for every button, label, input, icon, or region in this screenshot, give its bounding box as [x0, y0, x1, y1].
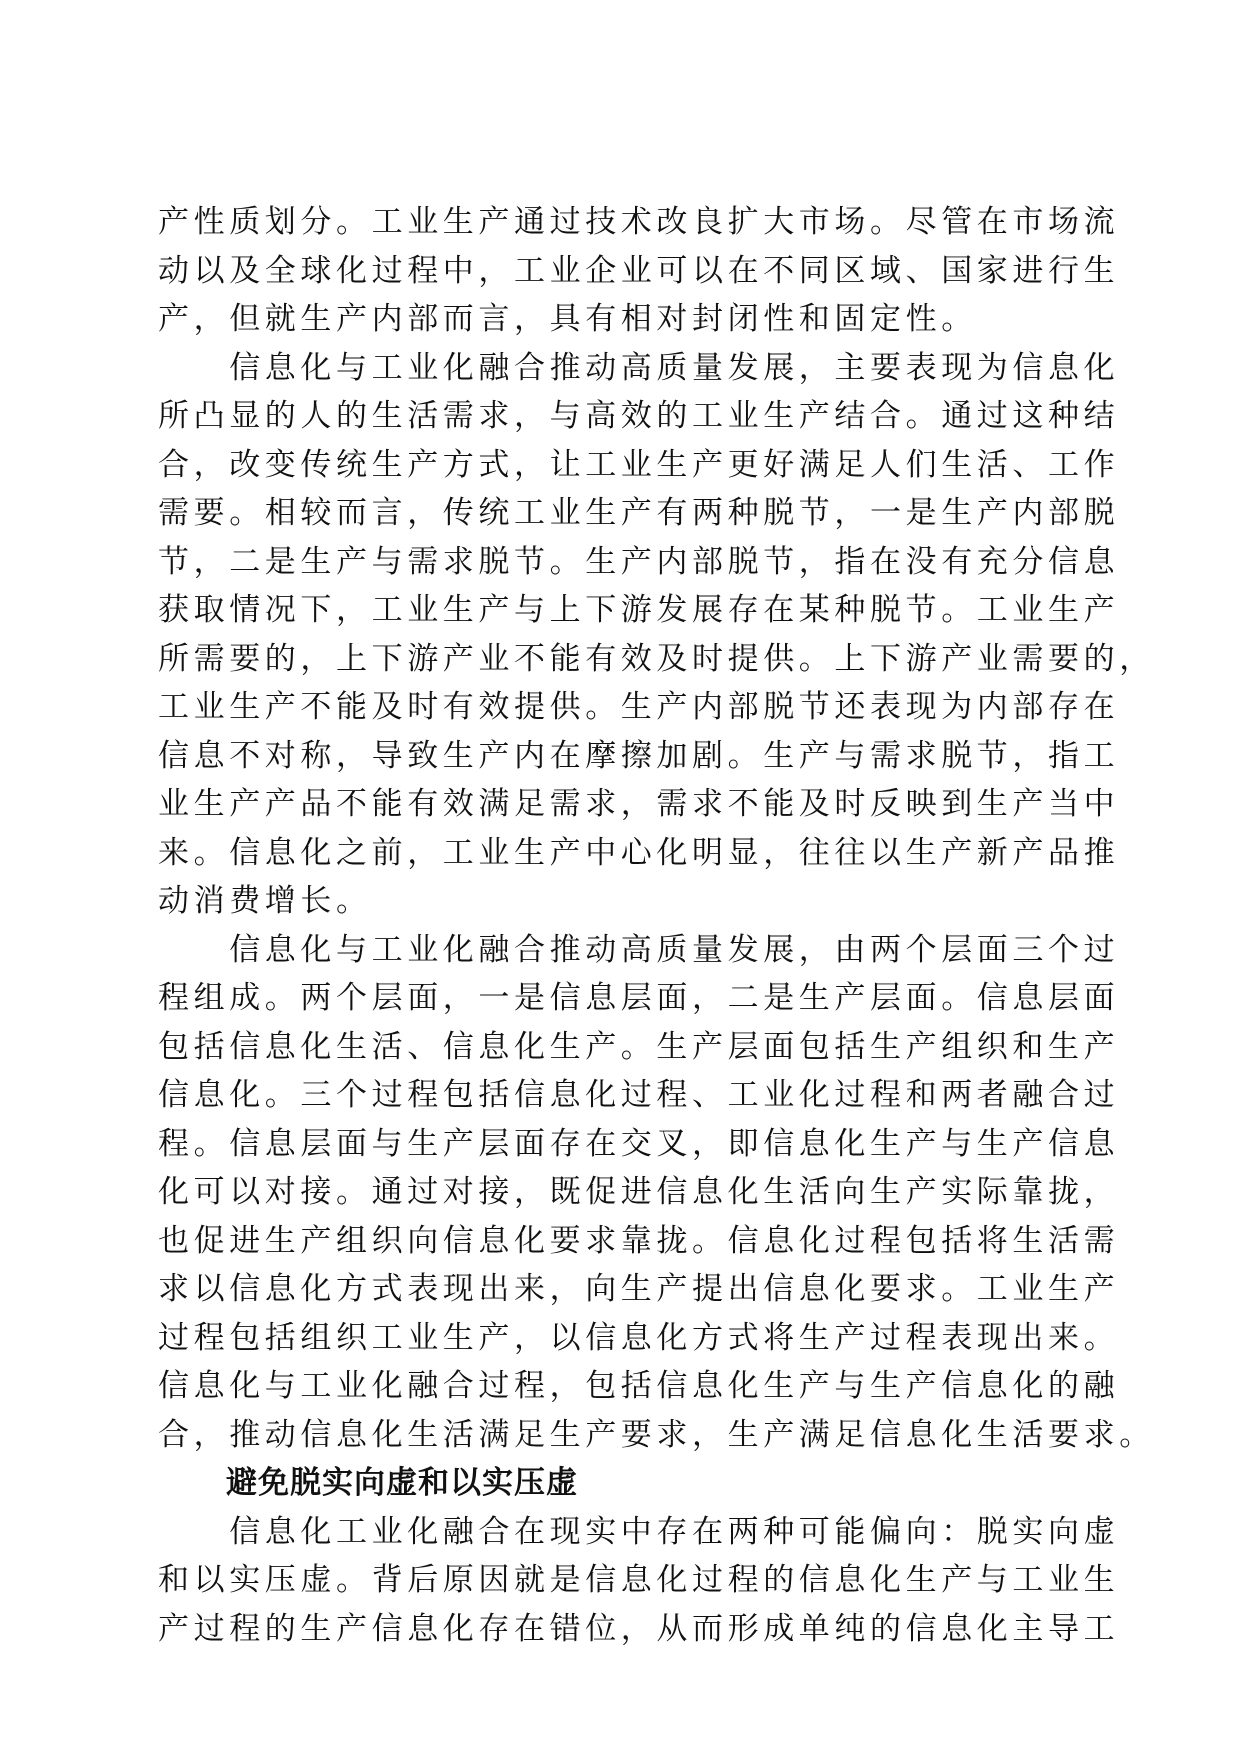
text-line: 信息化。三个过程包括信息化过程、工业化过程和两者融合过 — [158, 1077, 1120, 1113]
text-line: 化可以对接。通过对接，既促进信息化生活向生产实际靠拢， — [158, 1174, 1120, 1210]
text-line: 也促进生产组织向信息化要求靠拢。信息化过程包括将生活需 — [158, 1222, 1120, 1259]
text-line: 产，但就生产内部而言，具有相对封闭性和固定性。 — [158, 301, 977, 337]
text-line: 工业生产不能及时有效提供。生产内部脱节还表现为内部存在 — [158, 689, 1120, 725]
text-line: 获取情况下，工业生产与上下游发展存在某种脱节。工业生产 — [158, 592, 1120, 628]
text-line: 求以信息化方式表现出来，向生产提出信息化要求。工业生产 — [158, 1271, 1120, 1307]
section-heading: 避免脱实向虚和以实压虚 — [226, 1465, 578, 1501]
text-line: 节，二是生产与需求脱节。生产内部脱节，指在没有充分信息 — [158, 543, 1120, 580]
document-body — [158, 198, 1155, 1653]
text-line: 程组成。两个层面，一是信息层面，二是生产层面。信息层面 — [158, 980, 1120, 1016]
text-line: 程。信息层面与生产层面存在交叉，即信息化生产与生产信息 — [158, 1125, 1120, 1162]
text-line: 信息化工业化融合在现实中存在两种可能偏向：脱实向虚 — [158, 1513, 1120, 1550]
text-line: 产性质划分。工业生产通过技术改良扩大市场。尽管在市场流 — [158, 204, 1120, 240]
text-line: 动消费增长。 — [158, 883, 372, 919]
text-line: 信息化与工业化融合过程，包括信息化生产与生产信息化的融 — [158, 1368, 1120, 1404]
text-line: 动以及全球化过程中，工业企业可以在不同区域、国家进行生 — [158, 252, 1120, 289]
text-line: 信息化与工业化融合推动高质量发展，主要表现为信息化 — [158, 349, 1120, 386]
text-line: 产过程的生产信息化存在错位，从而形成单纯的信息化主导工 — [158, 1610, 1120, 1647]
text-line: 合，推动信息化生活满足生产要求，生产满足信息化生活要求。 — [158, 1416, 1155, 1453]
text-line: 所凸显的人的生活需求，与高效的工业生产结合。通过这种结 — [158, 398, 1120, 434]
text-line: 信息化与工业化融合推动高质量发展，由两个层面三个过 — [158, 931, 1120, 968]
text-line: 来。信息化之前，工业生产中心化明显，往往以生产新产品推 — [158, 834, 1120, 871]
text-line: 和以实压虚。背后原因就是信息化过程的信息化生产与工业生 — [158, 1562, 1120, 1598]
text-line: 包括信息化生活、信息化生产。生产层面包括生产组织和生产 — [158, 1028, 1120, 1065]
text-line: 信息不对称，导致生产内在摩擦加剧。生产与需求脱节，指工 — [158, 737, 1120, 774]
text-line: 合，改变传统生产方式，让工业生产更好满足人们生活、工作 — [158, 446, 1120, 483]
text-line: 业生产产品不能有效满足需求，需求不能及时反映到生产当中 — [158, 786, 1120, 822]
text-line: 所需要的，上下游产业不能有效及时提供。上下游产业需要的， — [158, 640, 1155, 677]
text-line: 过程包括组织工业生产，以信息化方式将生产过程表现出来。 — [158, 1319, 1120, 1356]
text-line: 需要。相较而言，传统工业生产有两种脱节，一是生产内部脱 — [158, 495, 1120, 531]
